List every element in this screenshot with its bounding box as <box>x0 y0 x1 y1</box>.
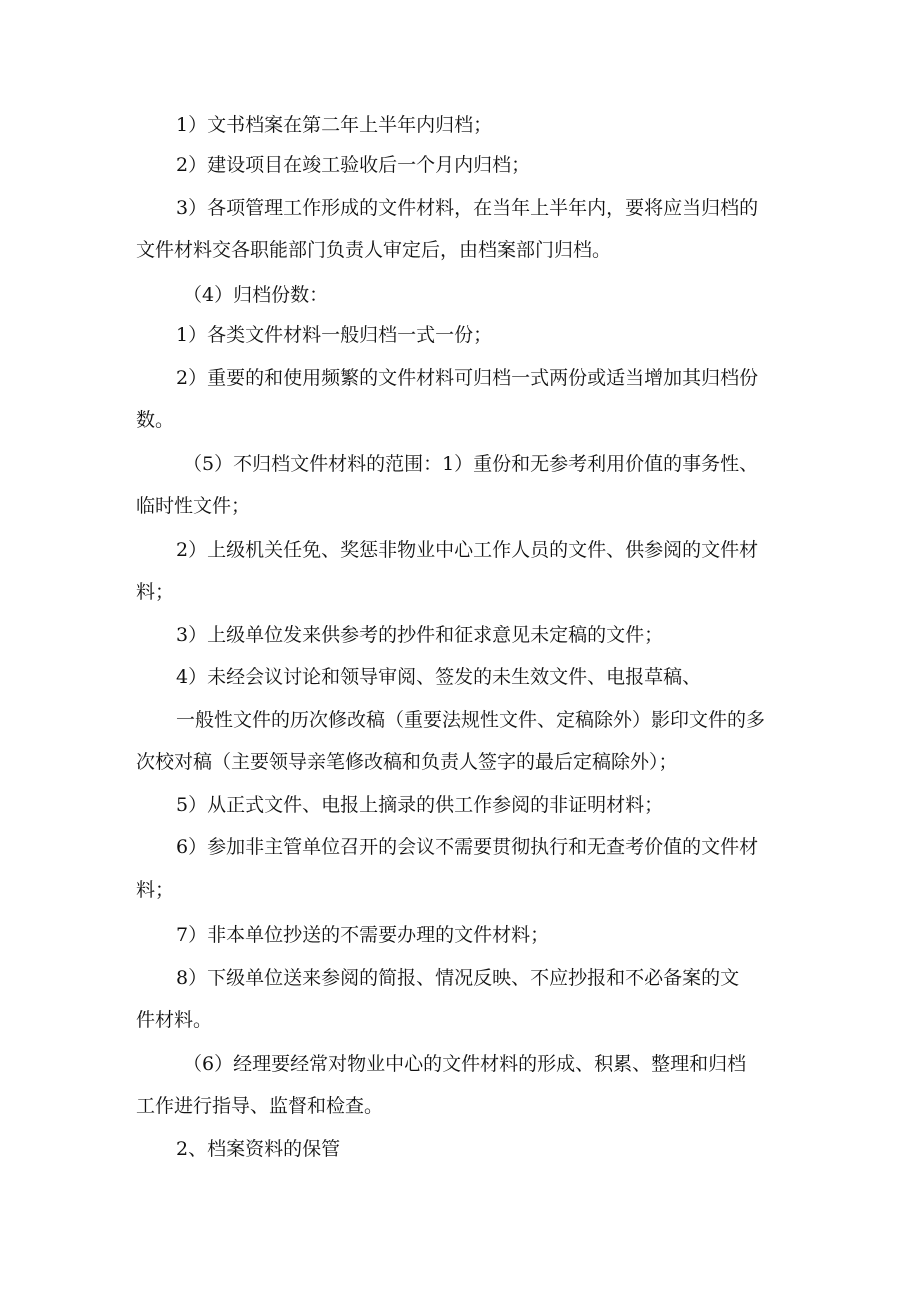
paragraph-8-line-2: 料； <box>136 581 175 603</box>
paragraph-5-line-1: 1）各类文件材料一般归档一式一份； <box>176 324 493 346</box>
paragraph-9-line-1: 3）上级单位发来供参考的抄件和征求意见未定稿的文件； <box>176 624 664 646</box>
paragraph-13-line-2: 料； <box>136 879 175 901</box>
paragraph-3-line-1: 3）各项管理工作形成的文件材料，在当年上半年内，要将应当归档的 <box>176 197 759 219</box>
paragraph-3-line-2: 文件材料交各职能部门负责人审定后，由档案部门归档。 <box>136 239 612 261</box>
paragraph-11-line-1: 一般性文件的历次修改稿（重要法规性文件、定稿除外）影印文件的多 <box>176 709 766 731</box>
paragraph-15-line-2: 件材料。 <box>136 1009 213 1031</box>
paragraph-6-line-2: 数。 <box>136 409 175 431</box>
paragraph-8-line-1: 2）上级机关任免、奖惩非物业中心工作人员的文件、供参阅的文件材 <box>176 539 759 561</box>
paragraph-1-line-1: 1）文书档案在第二年上半年内归档； <box>176 114 493 136</box>
paragraph-10-line-1: 4）未经会议讨论和领导审阅、签发的未生效文件、电报草稿、 <box>176 666 702 688</box>
paragraph-7-line-2: 临时性文件； <box>136 495 251 517</box>
paragraph-6-line-1: 2）重要的和使用频繁的文件材料可归档一式两份或适当增加其归档份 <box>176 367 759 389</box>
paragraph-14-line-1: 7）非本单位抄送的不需要办理的文件材料； <box>176 924 550 946</box>
section-heading-archive-storage: 2、档案资料的保管 <box>176 1138 341 1160</box>
paragraph-12-line-1: 5）从正式文件、电报上摘录的供工作参阅的非证明材料； <box>176 794 664 816</box>
section-heading-6: （6）经理要经常对物业中心的文件材料的形成、积累、整理和归档 <box>183 1053 747 1075</box>
paragraph-11-line-2: 次校对稿（主要领导亲笔修改稿和负责人签字的最后定稿除外）； <box>136 751 678 773</box>
paragraph-16-line-2: 工作进行指导、监督和检查。 <box>136 1095 384 1117</box>
section-heading-4: （4）归档份数： <box>183 284 329 306</box>
paragraph-13-line-1: 6）参加非主管单位召开的会议不需要贯彻执行和无查考价值的文件材 <box>176 836 759 858</box>
paragraph-15-line-1: 8）下级单位送来参阅的简报、情况反映、不应抄报和不必备案的文 <box>176 967 740 989</box>
paragraph-2-line-1: 2）建设项目在竣工验收后一个月内归档； <box>176 154 531 176</box>
section-heading-5: （5）不归档文件材料的范围：1）重份和无参考利用价值的事务性、 <box>183 453 759 475</box>
